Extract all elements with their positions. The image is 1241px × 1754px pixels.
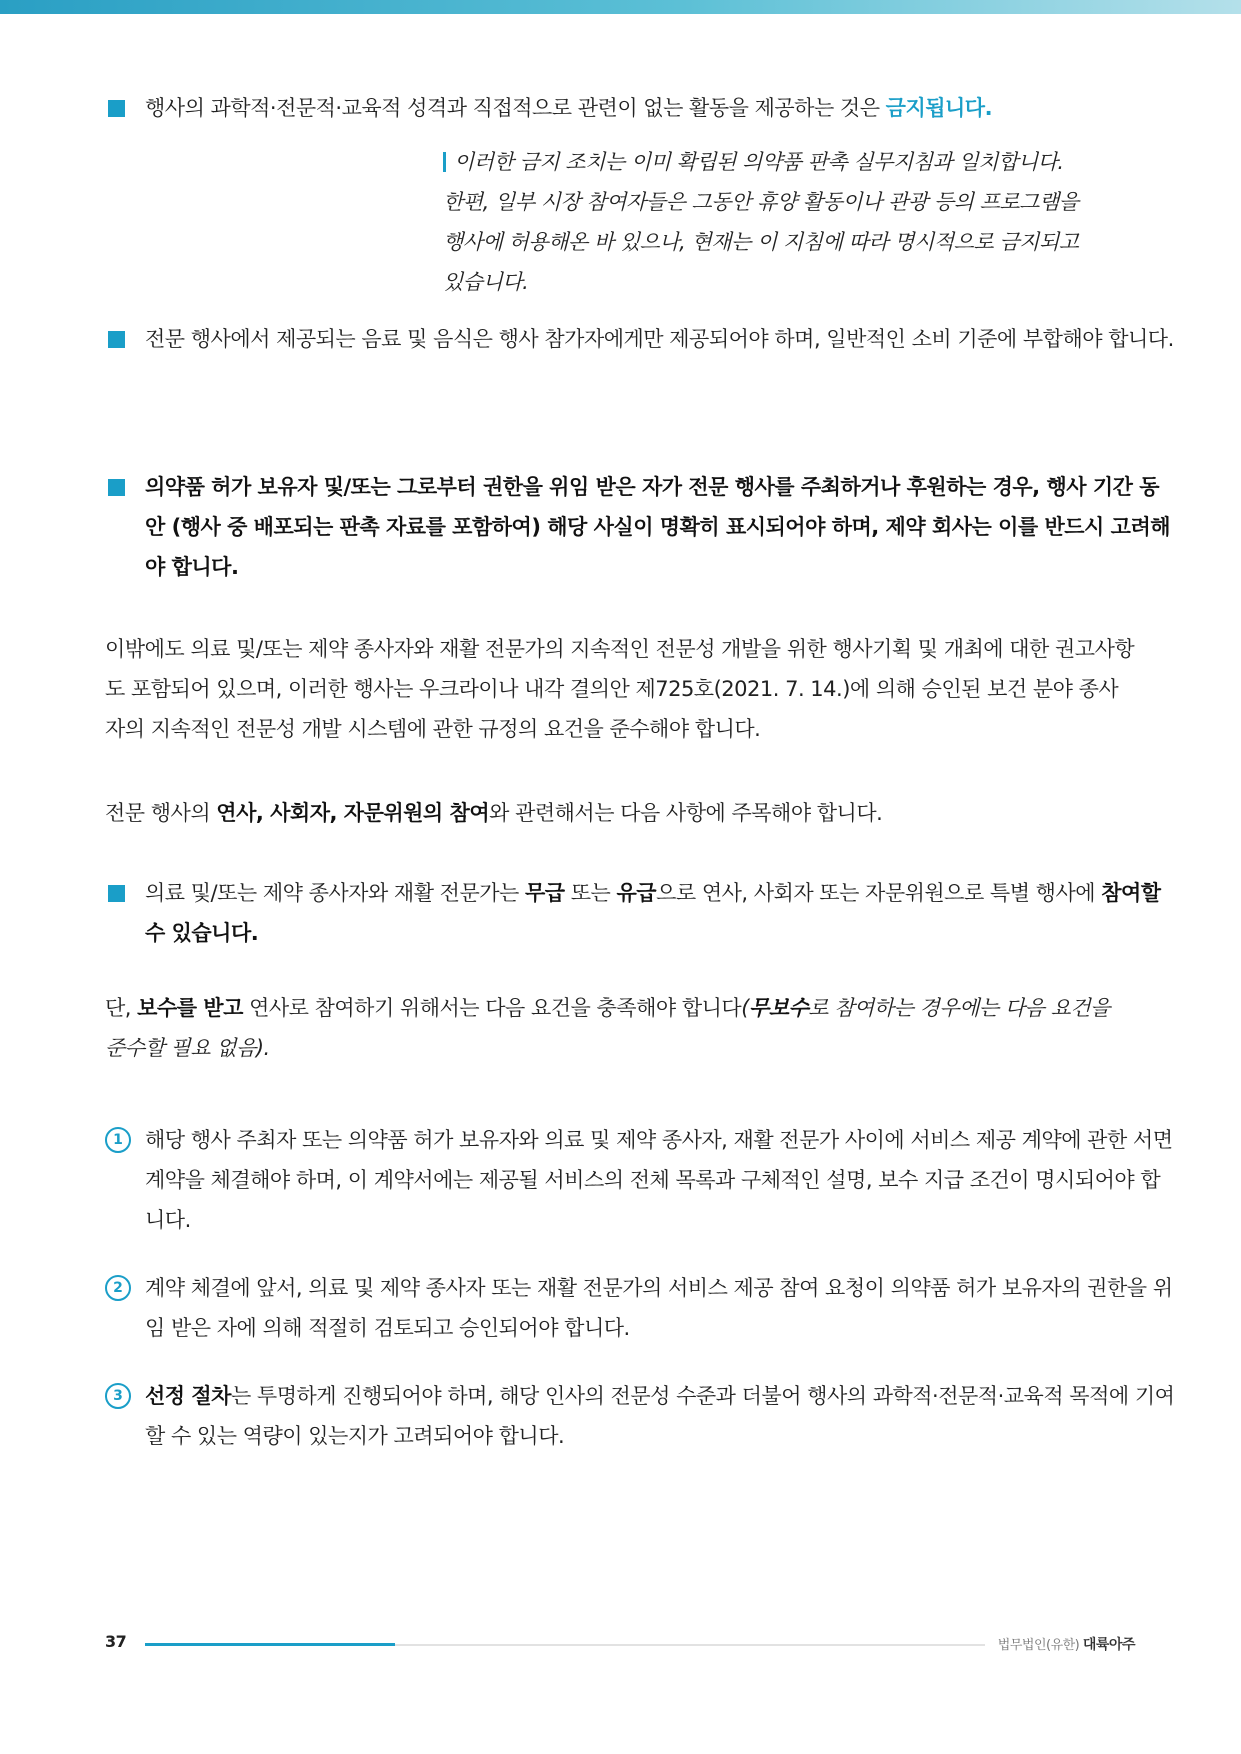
footer-divider-accent <box>145 1643 395 1646</box>
selection-procedure-emphasis: 선정 절차 <box>145 1384 231 1408</box>
quote-line-4: 있습니다. <box>443 270 529 294</box>
numbered-item-1 <box>105 1120 1175 1240</box>
square-bullet-icon <box>108 100 125 117</box>
paragraph-cpd: 이밖에도 의료 및/또는 제약 종사자와 재활 전문가의 지속적인 전문성 개발을 위한 행사기획 및 개최에 대한 권고사항도 포함되어 있으며, 이러한 행사는 우크라이나 내각 결의안 제725호(2021. 7. 14.)에 의해 승인된 보건 분야 종사자의 지속적인 전문성 개발 시스템에 관한 규정의 요건을 준수해야 합니다. <box>105 637 1135 741</box>
participation-emphasis: 연사, 사회자, 자문위원의 참여 <box>216 801 490 825</box>
bullet-2-text: 전문 행사에서 제공되는 음료 및 음식은 행사 참가자에게만 제공되어야 하며, 일반적인 소비 기준에 부합해야 합니다. <box>145 327 1174 351</box>
top-accent-bar <box>0 0 1241 14</box>
bullet-1-text: 행사의 과학적·전문적·교육적 성격과 직접적으로 관련이 없는 활동을 제공하는 것은 <box>145 96 886 120</box>
page-number: 37 <box>105 1632 127 1651</box>
numbered-item-3 <box>105 1376 1175 1456</box>
paragraph-paid-requirements: 단, 보수를 받고 연사로 참여하기 위해서는 다음 요건을 충족해야 합니다(무보수로 참여하는 경우에는 다음 요건을 준수할 필요 없음). <box>105 996 1110 1060</box>
quote-bar-icon <box>443 152 446 172</box>
bullet-item-2 <box>105 319 1175 359</box>
circled-number-icon: 2 <box>105 1275 131 1301</box>
circled-number-icon: 1 <box>105 1127 131 1153</box>
bullet-3-text: 의약품 허가 보유자 및/또는 그로부터 권한을 위임 받은 자가 전문 행사를 주최하거나 후원하는 경우, 행사 기간 동안 (행사 중 배포되는 판촉 자료를 포함하여) 해당 사실이 명확히 표시되어야 하며, 제약 회사는 이를 반드시 고려해야 합니다. <box>145 475 1171 579</box>
bullet-item-4: 의료 및/또는 제약 종사자와 재활 전문가는 무급 또는 유급으로 연사, 사회자 또는 자문위원으로 특별 행사에 참여할 수 있습니다. <box>105 873 1175 953</box>
square-bullet-icon <box>108 479 125 496</box>
bullet-item-1 <box>105 88 1175 128</box>
firm-name: 법무법인(유한) 대륙아주 <box>997 1637 1135 1653</box>
square-bullet-icon <box>108 885 125 902</box>
square-bullet-icon <box>108 331 125 348</box>
numbered-2-text: 계약 체결에 앞서, 의료 및 제약 종사자 또는 재활 전문가의 서비스 제공 참여 요청이 의약품 허가 보유자의 권한을 위임 받은 자에 의해 적절히 검토되고 승인되어야 합니다. <box>145 1276 1173 1340</box>
quote-line-1: 이러한 금지 조치는 이미 확립된 의약품 판촉 실무지침과 일치합니다. <box>443 142 1135 182</box>
bullet-item-3 <box>105 467 1175 587</box>
bullet-1-emphasis: 금지됩니다. <box>885 96 993 120</box>
circled-number-icon: 3 <box>105 1383 131 1409</box>
commentary-quote <box>443 142 1135 302</box>
numbered-1-text: 해당 행사 주최자 또는 의약품 허가 보유자와 의료 및 제약 종사자, 재활 전문가 사이에 서비스 제공 계약에 관한 서면 계약을 체결해야 하며, 이 계약서에는 제공될 서비스의 전체 목록과 구체적인 설명, 보수 지급 조건이 명시되어야 합니다. <box>145 1128 1173 1232</box>
quote-line-3: 행사에 허용해온 바 있으나, 현재는 이 지침에 따라 명시적으로 금지되고 <box>443 230 1079 254</box>
paragraph-participation: 전문 행사의 연사, 사회자, 자문위원의 참여와 관련해서는 다음 사항에 주목해야 합니다. <box>105 801 883 825</box>
numbered-3-text: 는 투명하게 진행되어야 하며, 해당 인사의 전문성 수준과 더불어 행사의 과학적·전문적·교육적 목적에 기여할 수 있는 역량이 있는지가 고려되어야 합니다. <box>145 1384 1175 1448</box>
page-footer <box>105 1632 1135 1656</box>
quote-line-2: 한편, 일부 시장 참여자들은 그동안 휴양 활동이나 관광 등의 프로그램을 <box>443 190 1079 214</box>
numbered-item-2 <box>105 1268 1175 1348</box>
